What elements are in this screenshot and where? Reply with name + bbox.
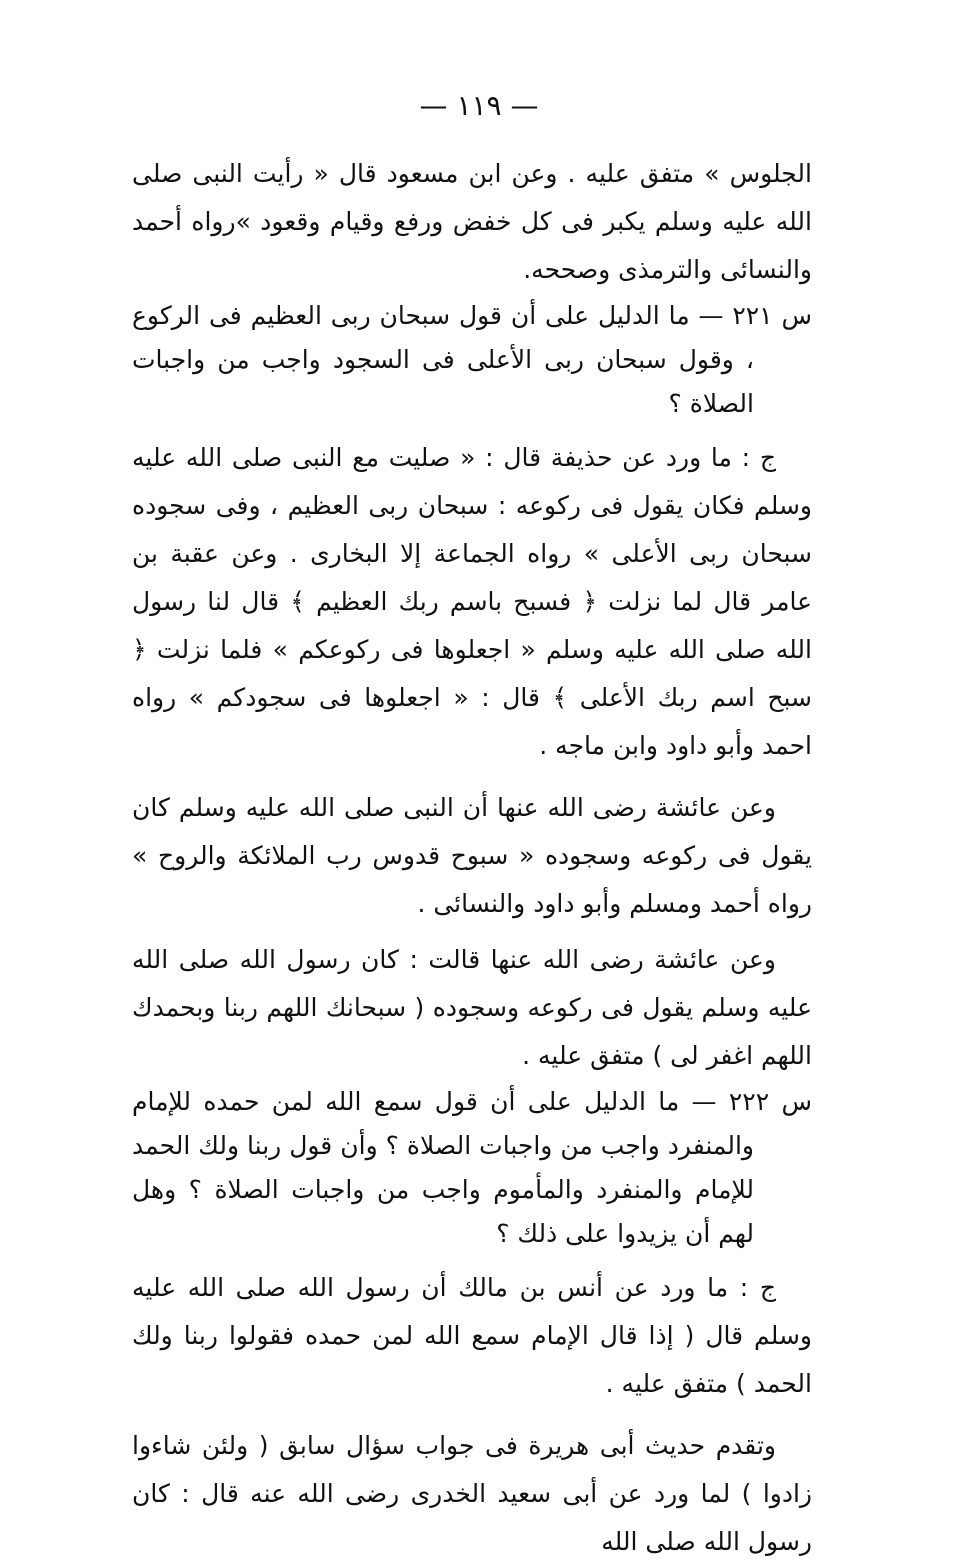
answer-222: ج : ما ورد عن أنس بن مالك أن رسول الله صلى الله عليه وسلم قال ( إذا قال الإمام سمع الله لمن حمده فقولوا ربنا ولك الحمد ) متفق عليه .: [132, 1273, 812, 1398]
paragraph-final: وتقدم حديث أبى هريرة فى جواب سؤال سابق ( ولئن شاءوا زادوا ) لما ورد عن أبى سعيد الخدرى رضى الله عنه قال : كان رسول الله صلى الله: [132, 1431, 812, 1556]
question-221: س ٢٢١ — ما الدليل على أن قول سبحان ربى العظيم فى الركوع ، وقول سبحان ربى الأعلى فى السجود واجب من واجبات الصلاة ؟: [132, 301, 813, 418]
answer-221: ج : ما ورد عن حذيفة قال : « صليت مع النبى صلى الله عليه وسلم فكان يقول فى ركوعه : سبحان ربى العظيم ، وفى سجوده سبحان ربى الأعلى » رواه الجماعة إلا البخارى . وعن عقبة بن عامر قال لما نزلت ﴿ فسبح باسم ربك العظيم ﴾ قال لنا رسول الله صلى الله عليه وسلم « اجعلوها فى ركوعكم » فلما نزلت ﴿ سبح اسم ربك الأعلى ﴾ قال : « اجعلوها فى سجودكم » رواه احمد وأبو داود وابن ماجه .: [132, 443, 812, 760]
question-222: س ٢٢٢ — ما الدليل على أن قول سمع الله لمن حمده للإمام والمنفرد واجب من واجبات الصلاة ؟ وأن قول ربنا ولك الحمد للإمام والمنفرد والمأموم واجب من واجبات الصلاة ؟ وهل لهم أن يزيدوا على ذلك ؟: [132, 1087, 812, 1248]
paragraph-aisha-1: وعن عائشة رضى الله عنها أن النبى صلى الله عليه وسلم كان يقول فى ركوعه وسجوده « سبوح قدوس رب الملائكة والروح » رواه أحمد ومسلم وأبو داود والنسائى .: [132, 793, 812, 918]
paragraph-aisha-2: وعن عائشة رضى الله عنها قالت : كان رسول الله صلى الله عليه وسلم يقول فى ركوعه وسجوده ( سبحانك اللهم ربنا وبحمدك اللهم اغفر لى ) متفق عليه .: [132, 945, 812, 1070]
page-number: — ١١٩ —: [419, 89, 539, 122]
page-body: [132, 150, 812, 1566]
paragraph-continuation: الجلوس » متفق عليه . وعن ابن مسعود قال « رأيت النبى صلى الله عليه وسلم يكبر فى كل خفض ورفع وقيام وقعود »رواه أحمد والنسائى والترمذى وصححه.: [132, 159, 812, 284]
